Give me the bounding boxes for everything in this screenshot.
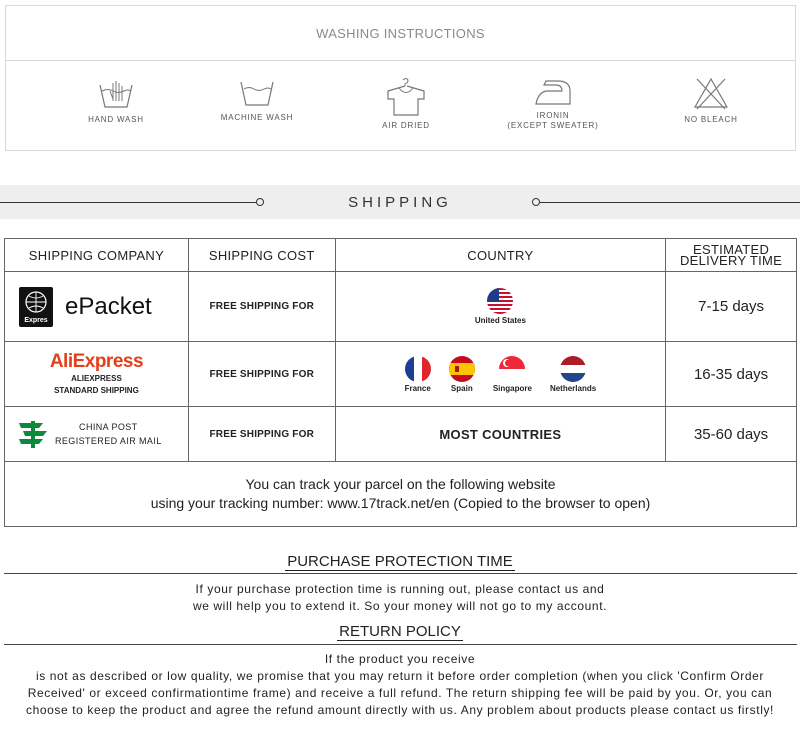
protection-divider: [4, 573, 797, 574]
spain-flag-icon: [449, 356, 475, 382]
flag-singapore: [493, 356, 532, 393]
shipping-header-band: [0, 185, 800, 219]
wash-sublabel: (EXCEPT SWEATER): [507, 121, 599, 130]
hand-wash-icon: [96, 77, 136, 111]
return-divider: [4, 644, 797, 645]
header-cost: SHIPPING COST: [188, 239, 335, 272]
washing-instructions-panel: [5, 5, 796, 151]
wash-label: AIR DRIED: [382, 121, 430, 130]
flag-netherlands: [550, 356, 596, 393]
tracking-info: [5, 462, 797, 527]
china-post-logo-icon: [17, 419, 49, 449]
aliexpress-sub2: STANDARD SHIPPING: [54, 386, 139, 395]
protection-line1: If your purchase protection time is running out, please contact us and: [195, 582, 605, 596]
country-cell: [335, 342, 666, 407]
country-name: United States: [474, 316, 526, 325]
wash-item-air-dried: [341, 77, 471, 131]
epacket-logo-text: Expres: [24, 316, 48, 324]
company-aliexpress: [5, 342, 189, 407]
machine-wash-icon: [237, 77, 277, 109]
tracking-row: [5, 462, 797, 527]
netherlands-flag-icon: [560, 356, 586, 382]
aliexpress-sub1: ALIEXPRESS: [71, 374, 122, 383]
shipping-cost: FREE SHIPPING FOR: [188, 272, 335, 342]
shipping-title: SHIPPING: [348, 194, 452, 211]
delivery-time: 16-35 days: [666, 342, 797, 407]
iron-icon: [532, 77, 574, 107]
company-china-post: [5, 407, 189, 462]
table-row: [5, 272, 797, 342]
epacket-logo-icon: [19, 287, 53, 327]
country-name: Spain: [450, 383, 473, 393]
china-post-line2: REGISTERED AIR MAIL: [55, 436, 162, 446]
country-name: France: [404, 383, 431, 393]
header-eta: ESTIMATED DELIVERY TIME: [666, 239, 797, 272]
singapore-flag-icon: [499, 356, 525, 382]
china-post-line1: CHINA POST: [79, 422, 138, 432]
table-row: [5, 407, 797, 462]
flag-spain: [449, 356, 475, 393]
return-title: RETURN POLICY: [339, 623, 461, 640]
protection-line2: we will help you to extend it. So your money will not go to my account.: [192, 599, 608, 613]
return-line1: If the product you receive: [324, 652, 476, 666]
table-header-row: [5, 239, 797, 272]
tracking-line2: using your tracking number: www.17track.net/en (Copied to the browser to open): [150, 495, 651, 511]
wash-label: IRONIN: [536, 111, 570, 120]
air-dried-icon: [384, 77, 428, 117]
delivery-time: 35-60 days: [666, 407, 797, 462]
flag-united-states: [475, 288, 526, 325]
return-line4: choose to keep the product and agree the refund amount directly with us. Any problem about products please contact us firstly!: [26, 703, 774, 717]
shipping-cost: FREE SHIPPING FOR: [188, 407, 335, 462]
france-flag-icon: [405, 356, 431, 382]
wash-item-hand-wash: [51, 77, 181, 125]
no-bleach-icon: [691, 77, 731, 111]
wash-item-no-bleach: [646, 77, 776, 125]
header-country: COUNTRY: [335, 239, 666, 272]
country-cell: [335, 272, 666, 342]
header-company: SHIPPING COMPANY: [5, 239, 189, 272]
tracking-line1: You can track your parcel on the following website: [245, 476, 556, 492]
flag-france: [405, 356, 431, 393]
table-row: [5, 342, 797, 407]
delivery-time: 7-15 days: [666, 272, 797, 342]
washing-title: WASHING INSTRUCTIONS: [6, 6, 795, 61]
us-flag-icon: [487, 288, 513, 314]
country-most-countries: MOST COUNTRIES: [335, 407, 666, 462]
country-name: Netherlands: [549, 383, 597, 393]
wash-item-iron: [488, 77, 618, 131]
wash-item-machine-wash: [192, 77, 322, 123]
aliexpress-logo: AliExpress: [49, 351, 144, 372]
shipping-table: [4, 238, 797, 527]
return-line3: Received' or exceed confirmationtime frame) and receive a full refund. The return shipping fee will be paid by you. Or, you can: [27, 686, 773, 700]
protection-title: PURCHASE PROTECTION TIME: [287, 553, 513, 570]
company-epacket: [5, 272, 189, 342]
wash-label: NO BLEACH: [684, 115, 738, 124]
country-name: Singapore: [492, 383, 532, 393]
shipping-cost: FREE SHIPPING FOR: [188, 342, 335, 407]
band-dot-right: [532, 198, 540, 206]
epacket-name: ePacket: [65, 292, 152, 320]
return-line2: is not as described or low quality, we promise that you may return it before order completion (when you click 'Confirm Order: [35, 669, 765, 683]
wash-label: MACHINE WASH: [220, 113, 294, 122]
wash-label: HAND WASH: [88, 115, 144, 124]
band-line-right: [540, 202, 800, 203]
